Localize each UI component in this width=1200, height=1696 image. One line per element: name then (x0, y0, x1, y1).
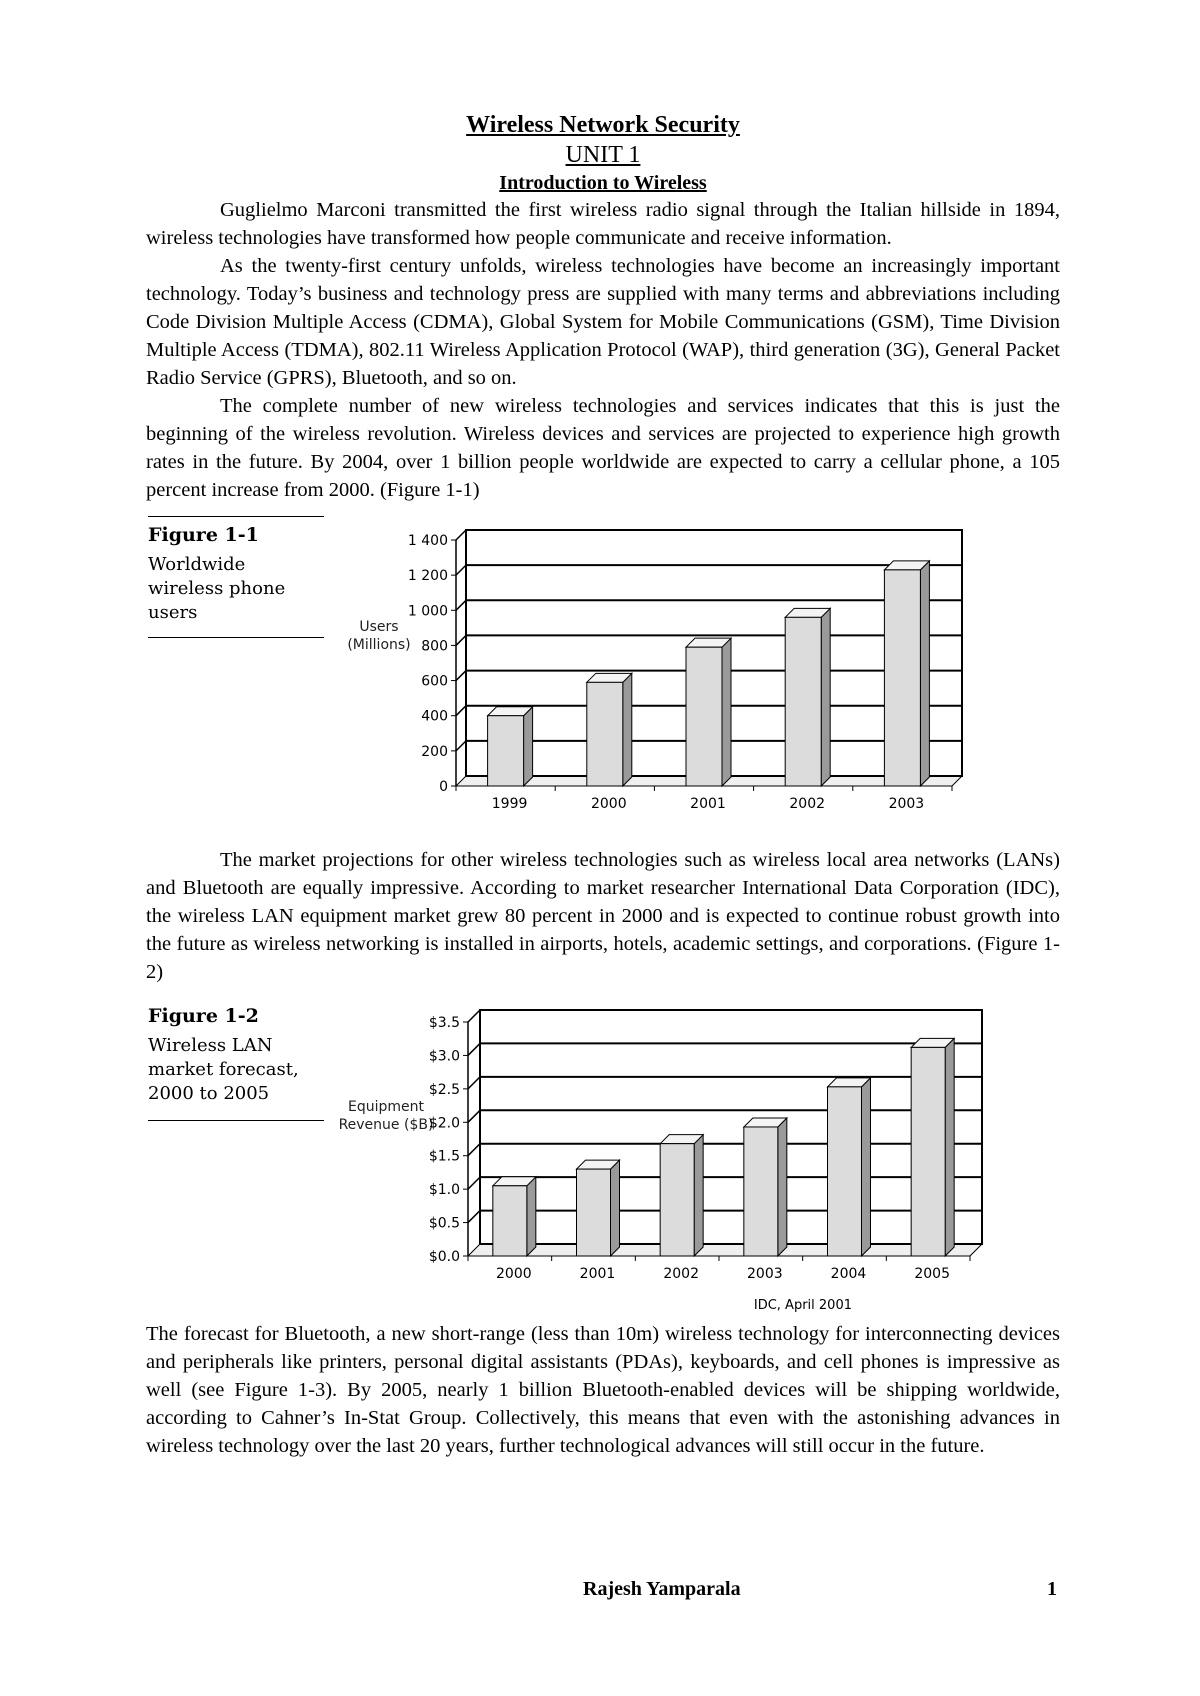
footer-author: Rajesh Yamparala (583, 1578, 741, 1600)
bar-side (862, 1078, 871, 1256)
y-tick-label: 800 (421, 638, 448, 655)
bar-side (623, 673, 632, 786)
gridline-depth (468, 1077, 480, 1089)
section-heading: Introduction to Wireless (499, 172, 707, 194)
paragraph-2: As the twenty-first century unfolds, wireless technologies have become an increasingly important technology. Today’s business and technology press are supplied with many terms and abbreviations including Code Division Multiple Access (CDMA), Global System for Mobile Communications (GSM), Time Division Multiple Access (TDMA), 802.11 Wireless Application Protocol (WAP), third generation (3G), General Packet Radio Service (GPRS), Bluetooth, and so on. (146, 255, 1060, 389)
y-tick-label: 1 200 (407, 568, 448, 585)
gridline-depth (468, 1177, 480, 1189)
bar-2001 (686, 647, 722, 786)
bar-2002 (660, 1144, 694, 1256)
bar-side (611, 1160, 620, 1256)
y-tick-label: $3.0 (428, 1048, 460, 1065)
caption-rule-top (148, 516, 324, 517)
bar-2002 (785, 617, 821, 786)
chart-floor (468, 1244, 982, 1256)
y-tick-label: $2.0 (428, 1115, 460, 1132)
y-tick-label: $1.0 (428, 1182, 460, 1199)
bar-side (524, 707, 533, 786)
x-tick-label: 2001 (690, 796, 726, 812)
document-title: Wireless Network Security (466, 112, 740, 138)
caption-rule-bottom (148, 637, 324, 638)
document-page (146, 110, 1060, 1460)
bar-side (821, 608, 830, 786)
paragraph-5: The forecast for Bluetooth, a new short-range (less than 10m) wireless technology for interconnecting devices and peripherals like printers, personal digital assistants (PDAs), keyboards, and cell phones is impressive as well (see Figure 1-3). By 2005, nearly 1 billion Bluetooth-enabled devices will be shipping worldwide, according to Cahner’s In-Stat Group. Collectively, this means that even with the astonishing advances in wireless technology over the last 20 years, further technological advances will still occur in the future. (146, 1323, 1060, 1457)
figure-1-1-description: Worldwide wireless phone users (148, 554, 286, 623)
bar-side (945, 1038, 954, 1256)
gridline-depth (456, 530, 466, 540)
x-tick-label: 2002 (789, 796, 826, 812)
y-tick-label: 1 000 (407, 603, 448, 620)
figure-1-2 (146, 1000, 1060, 1314)
x-tick-label: 2004 (830, 1266, 867, 1282)
bar-2000 (493, 1186, 527, 1256)
x-tick-label: 2003 (888, 796, 925, 812)
bar-2003 (884, 570, 920, 786)
x-tick-label: 2003 (747, 1266, 783, 1282)
bar-2000 (587, 682, 623, 786)
chart-wireless-lan-forecast (428, 1000, 1060, 1286)
figure-1-1 (146, 516, 1060, 828)
gridline-depth (468, 1211, 480, 1223)
x-tick-label: 2000 (590, 796, 627, 812)
bar-side (778, 1118, 787, 1256)
bar-2003 (744, 1127, 778, 1256)
bar-1999 (488, 716, 524, 786)
y-tick-label: 400 (421, 708, 448, 725)
paragraph-3: The complete number of new wireless technologies and services indicates that this is just the beginning of the wireless revolution. Wireless devices and services are projected to experience high growth rates in the future. By 2004, over 1 billion people worldwide are expected to carry a cellular phone, a 105 percent increase from 2000. (Figure 1-1) (146, 395, 1060, 501)
bar-2005 (911, 1047, 945, 1256)
page-number: 1 (1047, 1578, 1057, 1600)
bar-side (527, 1177, 536, 1256)
x-tick-label: 1999 (491, 796, 528, 812)
bar-side (920, 561, 929, 786)
gridline-depth (468, 1144, 480, 1156)
figure-1-2-caption (148, 1004, 324, 1121)
y-tick-label: $0.0 (428, 1249, 460, 1265)
gridline-depth (456, 671, 466, 681)
unit-heading (146, 140, 1060, 170)
y-tick-label: $2.5 (428, 1081, 460, 1098)
bar-side (694, 1135, 703, 1256)
bar-2001 (577, 1169, 611, 1256)
figure-1-2-description: Wireless LAN market forecast, 2000 to 2005 (148, 1035, 299, 1104)
gridline-depth (468, 1043, 480, 1055)
bar-side (722, 638, 731, 786)
gridline-depth (456, 635, 466, 645)
gridline-depth (468, 1010, 480, 1022)
gridline-depth (456, 741, 466, 751)
gridline-depth (456, 600, 466, 610)
figure-1-1-label: Figure 1-1 (148, 524, 259, 546)
paragraph-4: The market projections for other wireless technologies such as wireless local area networks (LANs) and Bluetooth are equally impressive. According to market researcher International Data Corporation (IDC), the wireless LAN equipment market grew 80 percent in 2000 and is expected to continue robust growth into the future as wireless networking is installed in airports, hotels, academic settings, and corporations. (Figure 1-2) (146, 849, 1060, 983)
unit-label: UNIT 1 (565, 142, 641, 168)
x-tick-label: 2001 (579, 1266, 616, 1282)
figure-1-1-y-axis-label: Users (Millions) (347, 619, 411, 653)
plot-frame (480, 1010, 982, 1244)
gridline-depth (456, 706, 466, 716)
y-tick-label: $0.5 (428, 1215, 460, 1232)
x-tick-label: 2005 (914, 1266, 950, 1282)
gridline-depth (468, 1110, 480, 1122)
y-tick-label: 600 (421, 673, 448, 690)
y-tick-label: $3.5 (428, 1015, 460, 1031)
figure-1-1-caption (148, 516, 324, 638)
chart-wireless-phone-users (407, 516, 1060, 816)
figure-1-2-y-axis-label: Equipment Revenue ($B) (338, 1099, 434, 1133)
gridline-depth (456, 565, 466, 575)
y-tick-label: $1.5 (428, 1148, 460, 1165)
figure-1-2-source: IDC, April 2001 (753, 1298, 852, 1313)
paragraph-1: Guglielmo Marconi transmitted the first wireless radio signal through the Italian hillside in 1894, wireless technologies have transformed how people communicate and receive information. (146, 199, 1060, 249)
y-tick-label: 1 400 (407, 533, 448, 549)
figure-1-2-label: Figure 1-2 (148, 1005, 259, 1027)
caption-rule-bottom (148, 1120, 324, 1121)
x-tick-label: 2002 (663, 1266, 699, 1282)
x-tick-label: 2000 (496, 1266, 532, 1282)
y-tick-label: 0 (439, 779, 448, 795)
y-tick-label: 200 (421, 743, 448, 760)
bar-2004 (828, 1087, 862, 1256)
